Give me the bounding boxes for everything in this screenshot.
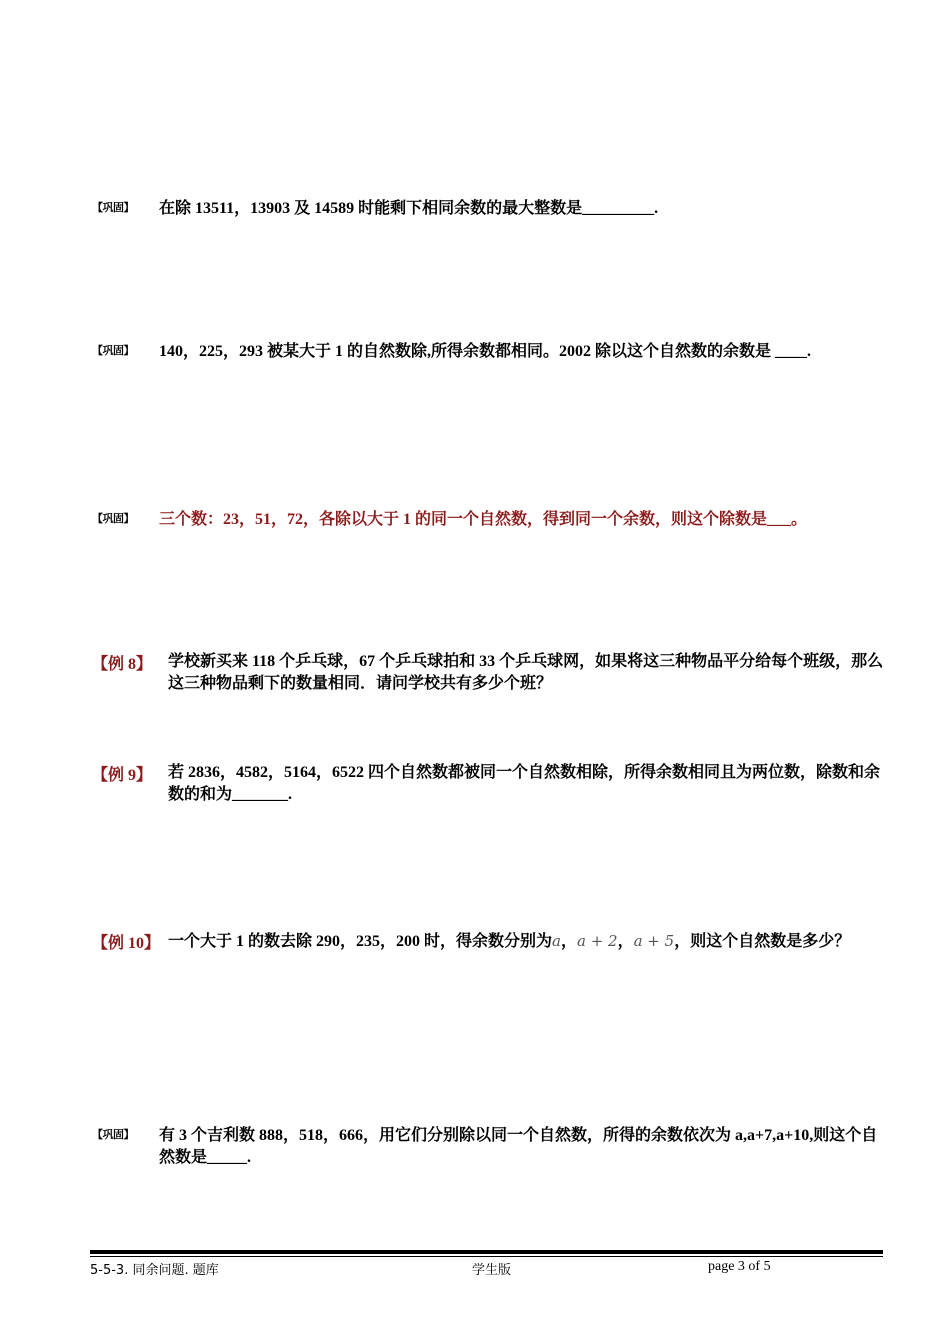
example-label: 【例 8】 [92,656,153,673]
exercise-text: 140，225，293 被某大于 1 的自然数除,所得余数都相同。2002 除以这个自然数的余数是 ____. [159,343,812,360]
exercise-text: 在除 13511，13903 及 14589 时能剩下相同余数的最大整数是_________. [159,200,659,217]
footer-rule-thick [90,1250,883,1254]
consolidation-tag: 【巩固】 [92,1128,134,1141]
example-text-after: ，则这个自然数是多少？ [674,933,851,950]
separator: ， [560,933,577,950]
exercise-text: 有 3 个吉利数 888，518，666，用它们分别除以同一个自然数，所得的余数依次为 a,a+7,a+10,则这个自然数是_____. [159,1127,878,1166]
footer-edition: 学生版 [472,1263,512,1278]
example-text [168,930,884,953]
math-a-plus-5: a + 5 [633,932,675,950]
footer-page-number: page 3 of 5 [708,1259,771,1274]
separator: ， [617,933,634,950]
footer-doc-title: 5-5-3. 同余问题. 题库 [90,1263,219,1278]
example-text-before: 一个大于 1 的数去除 290，235，200 时，得余数分别为 [168,933,553,950]
consolidation-tag: 【巩固】 [92,344,134,357]
exercise-text: 三个数：23，51，72，各除以大于 1 的同一个自然数，得到同一个余数，则这个除数是___。 [159,511,808,528]
example-label: 【例 9】 [92,767,153,784]
example-text: 若 2836，4582，5164，6522 四个自然数都被同一个自然数相除，所得余数相同且为两位数，除数和余数的和为_______. [168,764,881,803]
example-label: 【例 10】 [92,935,161,952]
math-a: a [552,932,561,950]
example-text: 学校新买来 118 个乒乓球，67 个乒乓球拍和 33 个乒乓球网，如果将这三种物品平分给每个班级，那么这三种物品剩下的数量相同．请问学校共有多少个班？ [168,653,884,692]
footer-rule-thin [90,1256,883,1257]
math-a-plus-2: a + 2 [576,932,618,950]
consolidation-tag: 【巩固】 [92,201,134,214]
consolidation-tag: 【巩固】 [92,512,134,525]
